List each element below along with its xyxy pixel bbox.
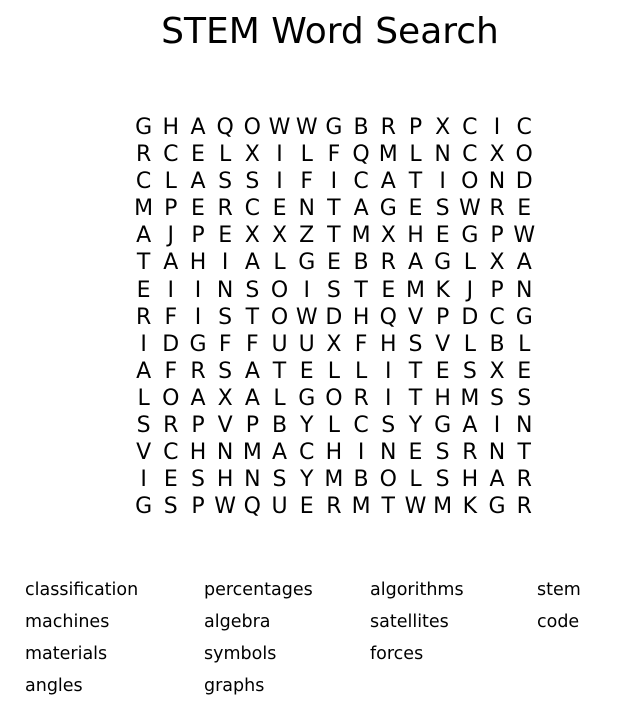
grid-letter: R	[190, 358, 206, 384]
grid-letter: B	[353, 250, 369, 276]
grid-letter: L	[409, 142, 422, 168]
grid-letter: L	[327, 413, 341, 439]
grid-letter: D	[515, 169, 533, 195]
grid-letter: N	[434, 142, 451, 168]
grid-letter: T	[381, 494, 395, 520]
grid-letter: A	[244, 385, 260, 411]
grid-letter: D	[461, 304, 479, 330]
grid-letter: I	[194, 277, 202, 303]
grid-letter: A	[489, 467, 505, 493]
grid-letter: X	[489, 358, 505, 384]
grid-letter: N	[380, 440, 397, 466]
grid-letter: I	[330, 169, 338, 195]
grid-letter: X	[435, 115, 451, 140]
grid-letter: S	[435, 196, 450, 222]
grid-letter: U	[298, 331, 315, 357]
grid-letter: C	[244, 196, 261, 222]
grid-letter: Q	[216, 115, 234, 140]
grid-letter: W	[404, 494, 427, 520]
grid-letter: A	[462, 413, 478, 439]
grid-row	[130, 195, 538, 222]
grid-letter: D	[162, 331, 180, 357]
grid-letter: R	[462, 440, 478, 466]
grid-letter: A	[136, 358, 152, 384]
grid-letter: A	[190, 385, 206, 411]
grid-letter: Q	[379, 304, 397, 330]
grid-letter: R	[516, 494, 532, 520]
grid-letter: U	[271, 494, 288, 520]
grid-letter: E	[299, 358, 314, 384]
grid-letter: G	[135, 494, 153, 520]
grid-letter: F	[327, 142, 341, 168]
grid-letter: C	[163, 440, 179, 466]
grid-letter: R	[516, 467, 532, 493]
word-list-item: algorithms	[370, 580, 464, 600]
grid-letter: P	[245, 413, 259, 439]
grid-letter: Q	[243, 494, 261, 520]
grid-letter: W	[295, 115, 318, 140]
grid-letter: A	[353, 196, 369, 222]
grid-letter: E	[326, 250, 341, 276]
word-list-item: graphs	[204, 676, 265, 696]
word-list-item: symbols	[204, 644, 277, 664]
grid-letter: I	[493, 115, 501, 140]
grid-letter: X	[244, 142, 260, 168]
grid-letter: R	[489, 196, 505, 222]
grid-letter: F	[164, 358, 178, 384]
grid-letter: O	[325, 385, 343, 411]
grid-letter: A	[272, 440, 288, 466]
grid-letter: E	[191, 196, 205, 222]
grid-letter: P	[490, 223, 504, 249]
grid-letter: T	[408, 358, 423, 384]
grid-letter: K	[435, 277, 450, 303]
grid-letter: L	[409, 467, 422, 493]
grid-letter: I	[221, 250, 229, 276]
word-list-item: satellites	[370, 612, 449, 632]
grid-row	[130, 114, 538, 141]
grid-letter: A	[380, 169, 396, 195]
grid-letter: A	[163, 250, 179, 276]
grid-letter: H	[162, 115, 180, 140]
word-list-item: classification	[25, 580, 139, 600]
grid-letter: E	[191, 142, 205, 168]
word-list-item: materials	[25, 644, 108, 664]
grid-letter: S	[408, 331, 423, 357]
grid-letter: V	[217, 413, 233, 439]
grid-letter: Y	[299, 467, 314, 493]
grid-letter: V	[136, 440, 152, 466]
grid-letter: E	[408, 196, 423, 222]
grid-letter: Y	[408, 413, 423, 439]
grid-letter: S	[163, 494, 178, 520]
grid-letter: P	[191, 494, 205, 520]
grid-letter: N	[244, 467, 261, 493]
grid-letter: A	[407, 250, 423, 276]
grid-letter: S	[435, 467, 450, 493]
grid-letter: G	[488, 494, 506, 520]
grid-letter: M	[378, 142, 398, 168]
grid-letter: B	[489, 331, 505, 357]
grid-letter: L	[164, 169, 177, 195]
grid-letter: X	[489, 142, 505, 168]
grid-letter: W	[295, 304, 318, 330]
grid-letter: S	[245, 169, 260, 195]
grid-letter: G	[298, 385, 316, 411]
grid-letter: E	[136, 277, 151, 303]
grid-letter: H	[325, 440, 343, 466]
grid-letter: W	[513, 223, 536, 249]
grid-letter: M	[242, 440, 262, 466]
grid-letter: S	[136, 413, 151, 439]
grid-letter: N	[488, 169, 506, 195]
grid-letter: T	[408, 169, 423, 195]
grid-letter: E	[408, 440, 423, 466]
grid-letter: A	[244, 358, 260, 384]
grid-letter: Y	[299, 413, 314, 439]
grid-letter: I	[439, 169, 446, 195]
grid-letter: E	[517, 358, 532, 384]
grid-letter: S	[490, 385, 505, 411]
grid-letter: X	[271, 223, 288, 249]
word-list-item: percentages	[204, 580, 313, 600]
grid-letter: V	[407, 304, 423, 330]
grid-letter: F	[354, 331, 368, 357]
grid-letter: I	[140, 467, 147, 493]
grid-letter: O	[515, 142, 533, 168]
grid-letter: E	[435, 223, 450, 249]
grid-letter: E	[163, 467, 178, 493]
grid-letter: A	[190, 169, 206, 195]
grid-letter: I	[493, 413, 501, 439]
grid-letter: N	[216, 440, 234, 466]
grid-letter: S	[326, 277, 341, 303]
grid-row	[130, 304, 538, 331]
grid-letter: T	[327, 196, 341, 222]
grid-letter: D	[325, 304, 343, 330]
grid-letter: C	[489, 304, 505, 330]
grid-letter: T	[354, 277, 368, 303]
word-list-item: code	[537, 612, 580, 632]
grid-letter: F	[300, 169, 314, 195]
grid-letter: O	[461, 169, 479, 195]
grid-letter: N	[515, 277, 533, 303]
grid-letter: N	[298, 196, 315, 222]
grid-letter: I	[276, 142, 283, 168]
grid-letter: K	[462, 494, 478, 520]
grid-letter: X	[326, 331, 342, 357]
grid-letter: A	[516, 250, 532, 276]
grid-letter: I	[194, 304, 202, 330]
grid-letter: G	[379, 196, 397, 222]
grid-letter: M	[351, 494, 371, 520]
grid-letter: I	[167, 277, 175, 303]
grid-letter: O	[162, 385, 180, 411]
grid-letter: L	[463, 250, 476, 276]
grid-row	[130, 493, 538, 520]
grid-letter: P	[436, 304, 450, 330]
grid-letter: X	[244, 223, 260, 249]
grid-letter: P	[164, 196, 178, 222]
letter-grid	[130, 114, 538, 520]
grid-letter: G	[434, 413, 452, 439]
grid-letter: I	[140, 331, 147, 357]
grid-letter: H	[407, 223, 424, 249]
grid-letter: M	[324, 467, 344, 493]
grid-letter: L	[273, 385, 286, 411]
grid-row	[130, 249, 538, 276]
grid-letter: G	[461, 223, 479, 249]
grid-letter: E	[272, 196, 287, 222]
grid-letter: T	[327, 223, 341, 249]
grid-letter: H	[189, 440, 207, 466]
page-title: STEM Word Search	[161, 11, 499, 52]
grid-letter: C	[516, 115, 532, 140]
grid-letter: B	[353, 115, 369, 140]
grid-letter: E	[381, 277, 396, 303]
word-list-item: angles	[25, 676, 83, 696]
grid-letter: P	[490, 277, 504, 303]
grid-letter: I	[357, 440, 365, 466]
grid-letter: T	[245, 304, 260, 330]
grid-letter: H	[216, 467, 234, 493]
grid-letter: L	[137, 385, 150, 411]
grid-letter: L	[273, 250, 286, 276]
grid-letter: G	[434, 250, 452, 276]
grid-letter: S	[435, 440, 450, 466]
grid-letter: H	[434, 385, 451, 411]
grid-row	[130, 439, 538, 466]
grid-letter: E	[218, 223, 233, 249]
grid-letter: V	[435, 331, 451, 357]
grid-letter: R	[380, 250, 396, 276]
grid-letter: M	[134, 196, 154, 222]
grid-letter: L	[463, 331, 476, 357]
grid-letter: P	[408, 115, 423, 140]
grid-letter: S	[272, 467, 287, 493]
grid-letter: U	[271, 331, 288, 357]
grid-row	[130, 412, 538, 439]
grid-letter: N	[488, 440, 506, 466]
grid-letter: R	[135, 304, 152, 330]
grid-letter: H	[380, 331, 397, 357]
grid-letter: G	[325, 115, 343, 140]
grid-letter: N	[216, 277, 234, 303]
grid-letter: S	[218, 304, 233, 330]
grid-letter: F	[164, 304, 178, 330]
grid-letter: M	[460, 385, 480, 411]
grid-letter: C	[299, 440, 315, 466]
grid-letter: T	[517, 440, 531, 466]
grid-letter: Z	[299, 223, 315, 249]
grid-letter: F	[246, 331, 259, 357]
grid-letter: R	[217, 196, 233, 222]
grid-letter: M	[433, 494, 453, 520]
grid-letter: P	[191, 223, 205, 249]
grid-letter: E	[435, 358, 450, 384]
grid-letter: S	[245, 277, 260, 303]
grid-row	[130, 331, 538, 358]
grid-letter: O	[270, 304, 289, 330]
grid-row	[130, 466, 538, 493]
grid-letter: Q	[352, 142, 370, 168]
word-list-item: forces	[370, 644, 424, 664]
grid-letter: T	[408, 385, 423, 411]
grid-letter: I	[385, 358, 392, 384]
grid-letter: F	[218, 331, 232, 357]
grid-letter: G	[189, 331, 207, 357]
grid-letter: L	[518, 331, 531, 357]
grid-letter: I	[303, 277, 310, 303]
grid-letter: X	[217, 385, 233, 411]
grid-letter: R	[353, 385, 369, 411]
grid-letter: S	[190, 467, 205, 493]
word-list-item: stem	[537, 580, 581, 600]
grid-row	[130, 385, 538, 412]
grid-letter: E	[299, 494, 314, 520]
grid-letter: T	[136, 250, 151, 276]
grid-letter: A	[190, 115, 206, 140]
grid-letter: C	[353, 413, 369, 439]
grid-letter: W	[268, 115, 291, 140]
grid-letter: J	[167, 223, 175, 249]
word-list-item: algebra	[204, 612, 271, 632]
grid-letter: G	[298, 250, 316, 276]
grid-letter: S	[218, 358, 233, 384]
grid-letter: A	[244, 250, 260, 276]
grid-letter: H	[189, 250, 207, 276]
grid-letter: X	[489, 250, 505, 276]
grid-letter: L	[300, 142, 313, 168]
word-list-item: machines	[25, 612, 110, 632]
grid-letter: R	[163, 413, 179, 439]
grid-letter: I	[385, 385, 392, 411]
grid-row	[130, 358, 538, 385]
grid-row	[130, 168, 538, 195]
grid-letter: C	[135, 169, 152, 195]
grid-letter: L	[219, 142, 232, 168]
grid-letter: T	[272, 358, 287, 384]
grid-letter: O	[243, 115, 261, 140]
grid-letter: M	[405, 277, 425, 303]
grid-row	[130, 141, 538, 168]
grid-letter: B	[271, 413, 288, 439]
grid-letter: R	[380, 115, 396, 140]
grid-letter: C	[163, 142, 179, 168]
grid-letter: I	[276, 169, 283, 195]
grid-letter: E	[517, 196, 532, 222]
grid-letter: L	[354, 358, 368, 384]
grid-letter: L	[327, 358, 341, 384]
grid-letter: M	[351, 223, 371, 249]
grid-letter: S	[218, 169, 233, 195]
grid-letter: R	[135, 142, 152, 168]
grid-row	[130, 277, 538, 304]
grid-letter: C	[353, 169, 369, 195]
grid-letter: W	[214, 494, 237, 520]
grid-letter: C	[462, 115, 478, 140]
grid-letter: A	[136, 223, 152, 249]
grid-letter: O	[270, 277, 289, 303]
grid-row	[130, 222, 538, 249]
grid-letter: S	[517, 385, 532, 411]
grid-letter: R	[326, 494, 342, 520]
grid-letter: H	[461, 467, 479, 493]
grid-letter: B	[353, 467, 369, 493]
grid-letter: S	[381, 413, 396, 439]
grid-letter: J	[466, 277, 474, 303]
grid-letter: S	[462, 358, 477, 384]
grid-letter: X	[380, 223, 396, 249]
grid-letter: C	[462, 142, 478, 168]
grid-letter: O	[379, 467, 397, 493]
grid-letter: W	[458, 196, 481, 222]
grid-letter: N	[515, 413, 533, 439]
grid-letter: P	[191, 413, 205, 439]
grid-letter: G	[135, 115, 153, 140]
grid-letter: H	[352, 304, 370, 330]
grid-letter: G	[515, 304, 533, 330]
